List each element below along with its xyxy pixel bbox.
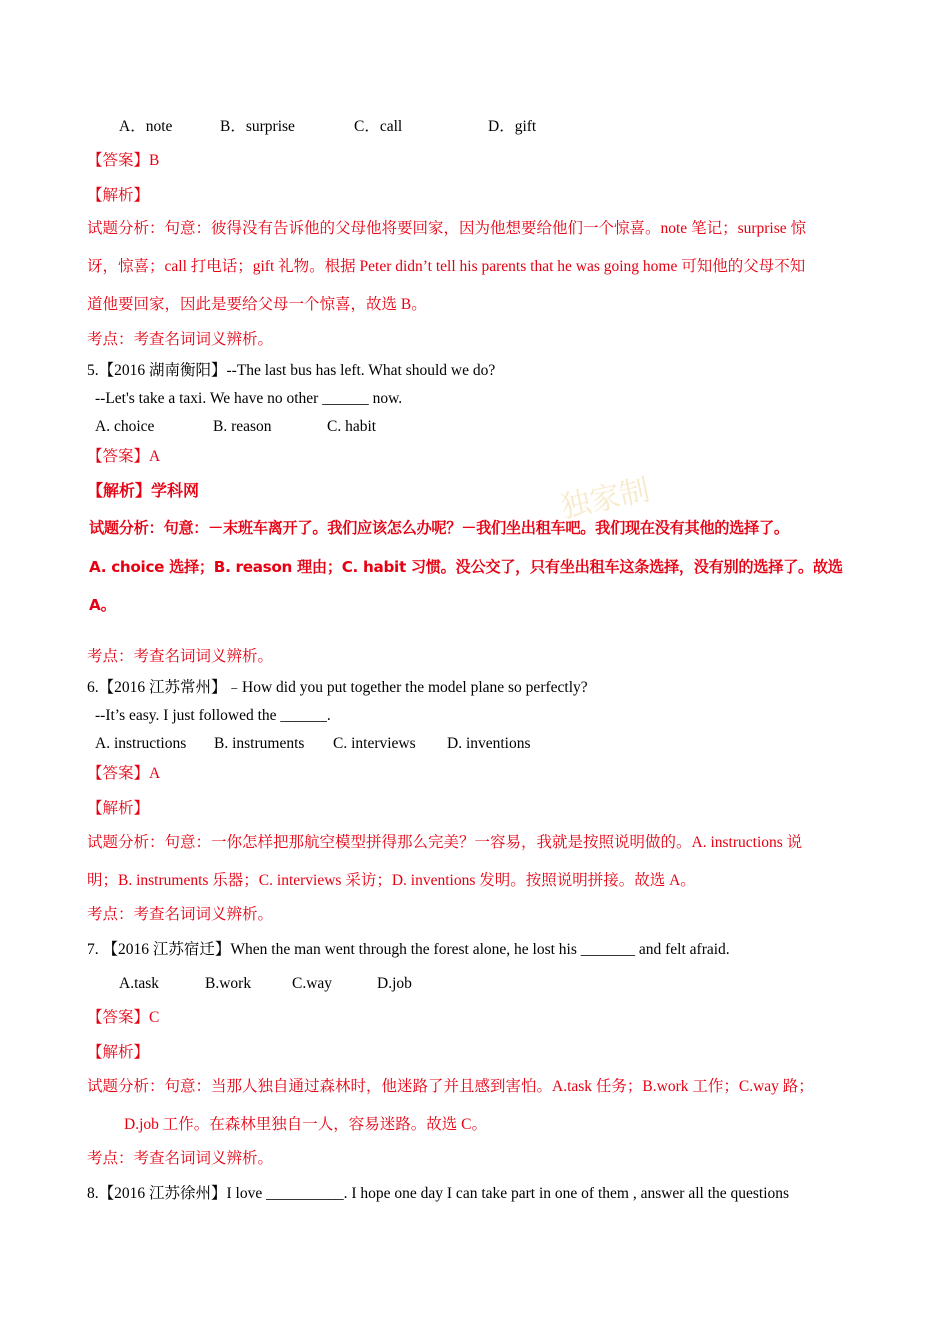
q4-option-b: B．surprise <box>220 118 295 135</box>
q4-analysis-line: 讶，惊喜；call 打电话；gift 礼物。根据 Peter didn’t tell his parents that he was going home 可知他的父母不知 <box>87 258 806 275</box>
q7-option-d: D.job <box>377 975 412 992</box>
q5-stem-reply: --Let's take a taxi. We have no other ______ now. <box>95 390 403 407</box>
q7-kaodian: 考点：考查名词词义辨析。 <box>87 1150 274 1167</box>
q5-option-b: B. reason <box>213 418 272 435</box>
q7-analysis-line: D.job 工作。在森林里独自一人，容易迷路。故选 C。 <box>124 1116 487 1133</box>
q5-analysis-line: A。 <box>89 596 116 614</box>
q5-kaodian: 考点：考查名词词义辨析。 <box>87 648 274 665</box>
q7-jiexi-heading: 【解析】 <box>87 1044 150 1061</box>
q6-analysis-line: 试题分析：句意：一你怎样把那航空模型拼得那么完美？一容易，我就是按照说明做的。A. instructions 说 <box>87 834 803 851</box>
q5-analysis-line: A. choice 选择；B. reason 理由；C. habit 习惯。没公交了，只有坐出租车这条选择，没有别的选择了。故选 <box>89 558 843 576</box>
q4-analysis-line: 道他要回家，因此是要给父母一个惊喜，故选 B。 <box>87 296 427 313</box>
q5-analysis-line: 试题分析：句意：－末班车离开了。我们应该怎么办呢？－我们坐出租车吧。我们现在没有其他的选择了。 <box>89 519 789 537</box>
q4-analysis-line: 试题分析：句意：彼得没有告诉他的父母他将要回家，因为他想要给他们一个惊喜。note 笔记；surprise 惊 <box>87 220 807 237</box>
q7-option-c: C.way <box>292 975 333 992</box>
watermark: 独家制 <box>557 472 653 526</box>
q4-kaodian: 考点：考查名词词义辨析。 <box>87 331 274 348</box>
q7-analysis-line: 试题分析：句意：当那人独自通过森林时，他迷路了并且感到害怕。A.task 任务；B.work 工作；C.way 路； <box>87 1078 814 1095</box>
q4-jiexi-heading: 【解析】 <box>87 187 150 204</box>
q6-option-b: B. instruments <box>214 735 305 752</box>
q5-option-c: C. habit <box>327 418 377 435</box>
q7-stem: 7. 【2016 江苏宿迁】When the man went through the forest alone, he lost his _______ and felt afraid. <box>87 941 730 958</box>
q4-option-c: C．call <box>354 118 403 135</box>
q5-answer: 【答案】A <box>87 448 161 465</box>
q4-answer: 【答案】B <box>87 152 160 169</box>
q7-answer: 【答案】C <box>87 1009 160 1026</box>
q6-kaodian: 考点：考查名词词义辨析。 <box>87 906 274 923</box>
q6-jiexi-heading: 【解析】 <box>87 800 150 817</box>
q7-option-a: A.task <box>119 975 160 992</box>
q5-stem: 5.【2016 湖南衡阳】--The last bus has left. What should we do? <box>87 362 496 379</box>
q6-stem-reply: --It’s easy. I just followed the ______. <box>95 707 331 724</box>
q7-option-b: B.work <box>205 975 252 992</box>
q6-option-c: C. interviews <box>333 735 416 752</box>
q6-analysis-line: 明；B. instruments 乐器；C. interviews 采访；D. inventions 发明。按照说明拼接。故选 A。 <box>87 872 696 889</box>
q6-option-d: D. inventions <box>447 735 531 752</box>
q4-option-a: A．note <box>119 118 173 135</box>
q6-stem: 6.【2016 江苏常州】﹣How did you put together the model plane so perfectly? <box>87 679 588 696</box>
q5-jiexi-heading: 【解析】学科网 <box>87 481 200 500</box>
q5-option-a: A. choice <box>95 418 155 435</box>
q4-option-d: D．gift <box>488 118 537 135</box>
q8-stem: 8.【2016 江苏徐州】I love __________. I hope one day I can take part in one of them , answer all the questions <box>87 1185 790 1202</box>
q6-option-a: A. instructions <box>95 735 187 752</box>
q6-answer: 【答案】A <box>87 765 161 782</box>
